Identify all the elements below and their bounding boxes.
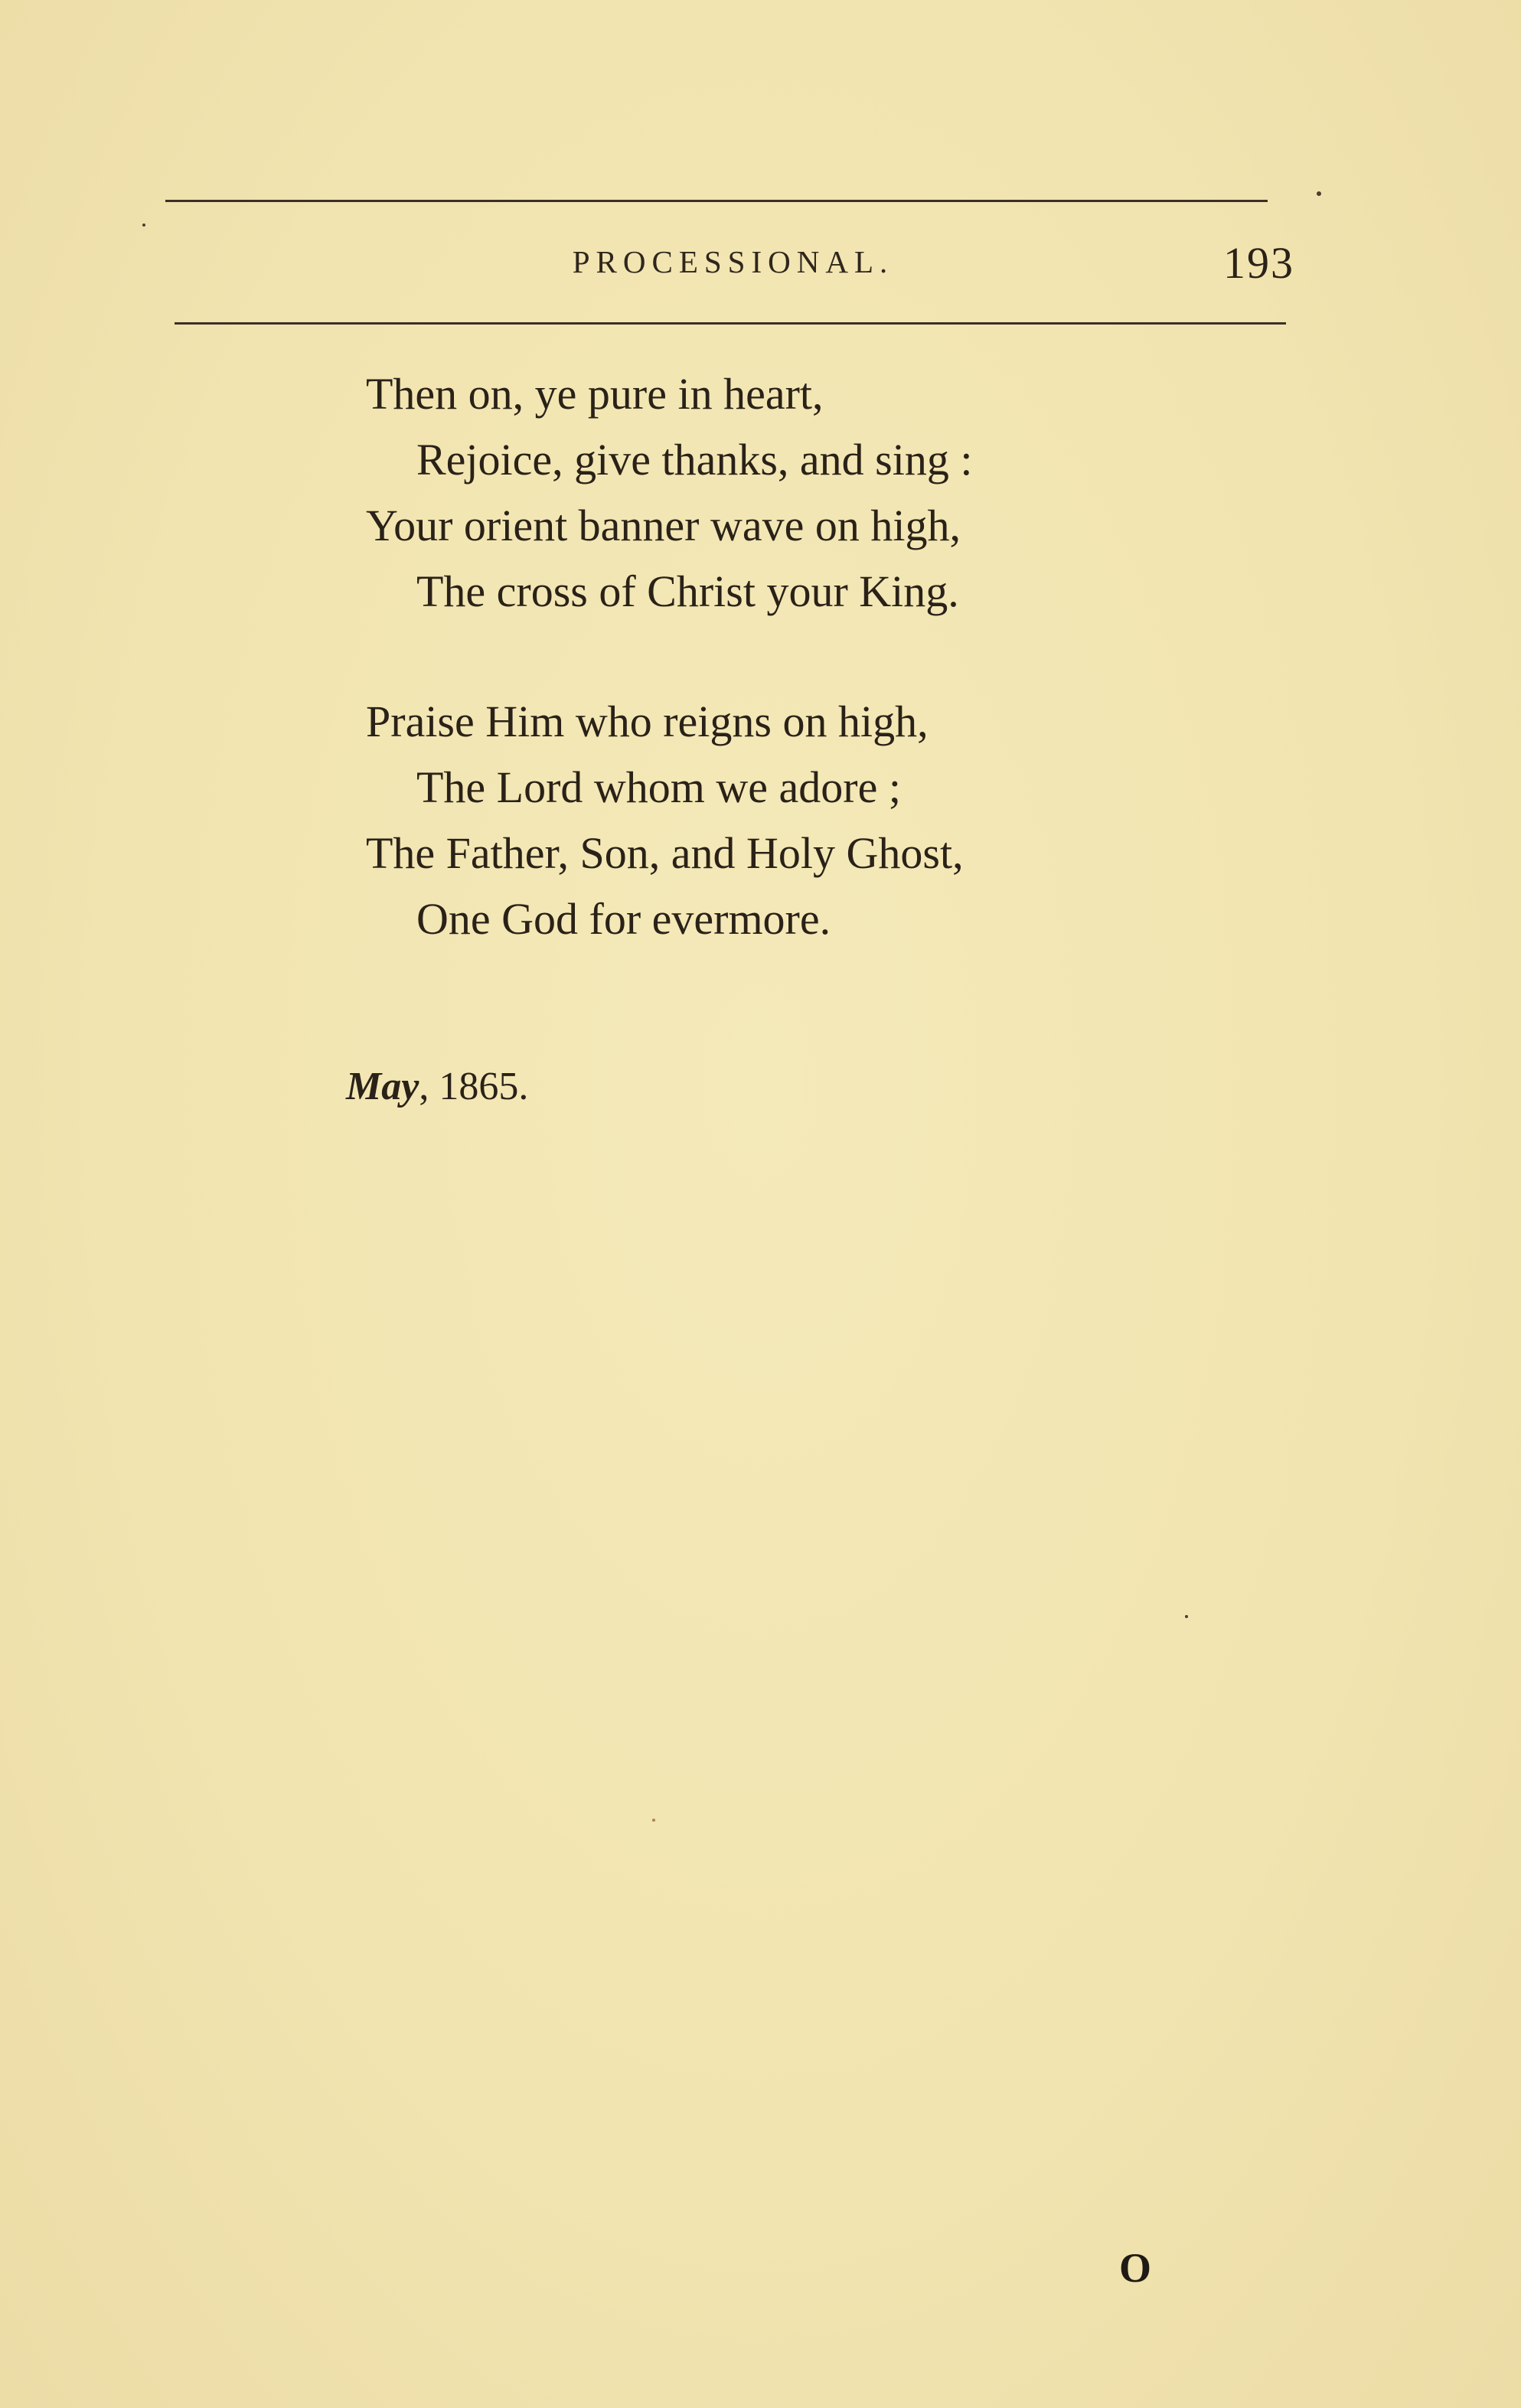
header-rule-bottom bbox=[175, 322, 1286, 325]
poem-line: Rejoice, give thanks, and sing : bbox=[416, 435, 973, 485]
running-head-title: PROCESSIONAL. bbox=[572, 244, 894, 279]
dateline-month: May bbox=[346, 1065, 419, 1108]
paper-speck bbox=[652, 1819, 655, 1822]
stanza-2 bbox=[366, 689, 1361, 952]
dateline bbox=[346, 1064, 528, 1109]
poem-line: Praise Him who reigns on high, bbox=[366, 697, 929, 746]
stanza-1 bbox=[366, 361, 1361, 625]
printer-signature-mark: O bbox=[1119, 2245, 1152, 2291]
page-number: 193 bbox=[1223, 238, 1294, 288]
poem-line: Your orient banner wave on high, bbox=[366, 501, 961, 550]
poem bbox=[366, 361, 1361, 1016]
dateline-year: , 1865. bbox=[419, 1065, 529, 1108]
poem-line: Then on, ye pure in heart, bbox=[366, 369, 824, 419]
poem-line: The cross of Christ your King. bbox=[416, 566, 959, 616]
paper-speck bbox=[142, 224, 145, 227]
poem-line: The Lord whom we adore ; bbox=[416, 762, 901, 812]
poem-line: The Father, Son, and Holy Ghost, bbox=[366, 828, 964, 878]
poem-line: One God for evermore. bbox=[416, 894, 831, 944]
paper-speck bbox=[1185, 1615, 1188, 1618]
header-rule-top bbox=[165, 200, 1268, 202]
paper-speck bbox=[1317, 191, 1321, 196]
